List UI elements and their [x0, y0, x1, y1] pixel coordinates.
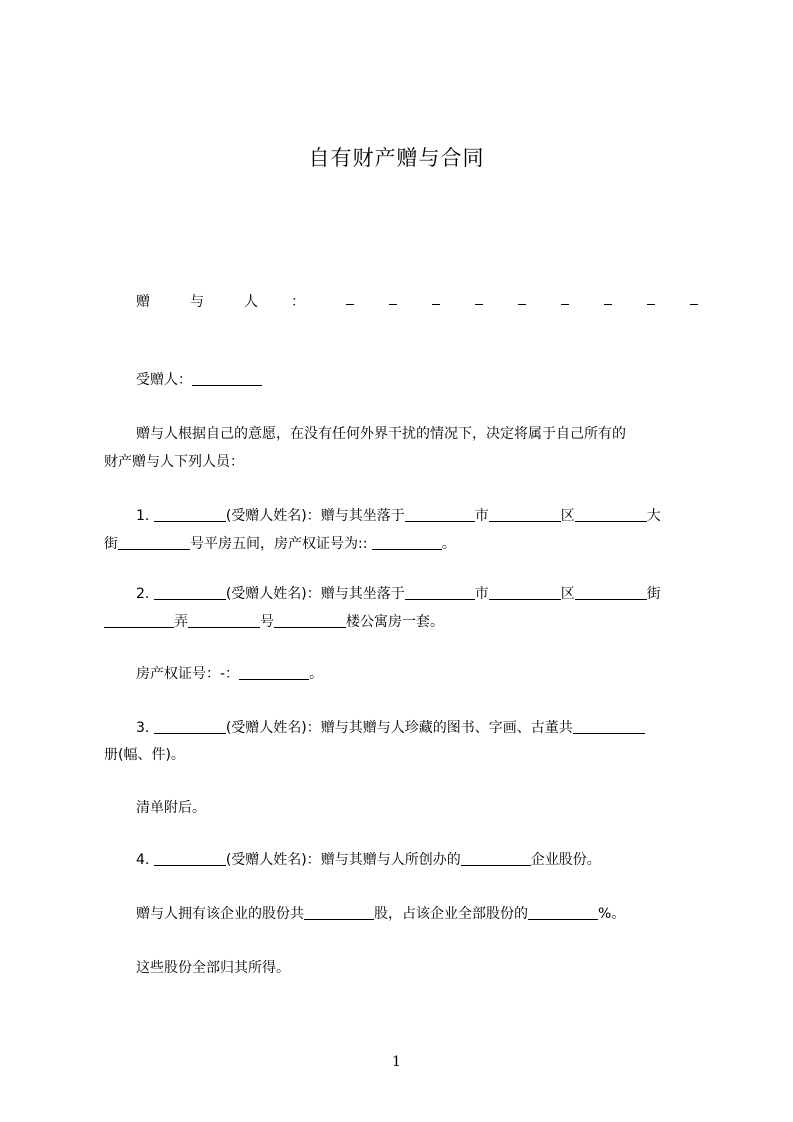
item-4-text: (受赠人姓名)：赠与其赠与人所创办的: [225, 852, 461, 868]
item-1-rest: 号平房五间，房产权证号为::: [190, 536, 368, 552]
item-1-city-blank: [405, 508, 475, 522]
item-1-city: 市: [474, 508, 489, 524]
item-2-lane-blank: [104, 614, 174, 628]
item-4-number: 4.: [136, 852, 150, 868]
item-3-line-2: 册(幅、件)。: [104, 747, 185, 763]
item-1-big: 大: [646, 508, 661, 524]
donor-blank-dash: [518, 294, 526, 305]
donor-colon: ：: [291, 294, 305, 310]
item-2-city: 市: [474, 586, 489, 602]
cert-label: 房产权证号：-：: [136, 666, 240, 682]
shares-part-2: 股，占该企业全部股份的: [374, 906, 528, 922]
item-2-no: 号: [260, 614, 274, 630]
item-2-district-blank: [489, 586, 561, 600]
item-1-text: (受赠人姓名)：赠与其坐落于: [225, 508, 405, 524]
item-4-line: [104, 846, 734, 874]
shares-part-1: 赠与人拥有该企业的股份共: [136, 906, 304, 922]
list-note: 清单附后。: [136, 800, 206, 816]
item-4-name-blank: [154, 852, 226, 866]
item-1-number-blank: [118, 536, 190, 550]
item-1-district-blank: [489, 508, 561, 522]
item-2-line-2: [104, 608, 702, 636]
donor-char-3: 人: [244, 294, 258, 310]
donor-char-2: 与: [190, 294, 204, 310]
item-2-district: 区: [560, 586, 575, 602]
item-3-count-blank: [573, 720, 645, 734]
item-3-name-blank: [154, 720, 226, 734]
item-2-lane: 弄: [174, 614, 188, 630]
intro-line-1: 赠与人根据自己的意愿，在没有任何外界干扰的情况下，决定将属于自己所有的: [136, 426, 626, 442]
cert-line: [104, 660, 734, 688]
shares-count-blank: [304, 906, 374, 920]
shares-part-3: %。: [598, 906, 626, 922]
donor-blank-dash: [690, 294, 698, 305]
item-1-cert-blank: [372, 536, 442, 550]
item-1-street: 街: [104, 536, 118, 552]
item-3-line-1: [104, 714, 734, 742]
donor-blank-dash: [475, 294, 483, 305]
item-2-no-blank: [188, 614, 260, 628]
item-3-number: 3.: [136, 720, 150, 736]
shares-percent-blank: [528, 906, 598, 920]
recipient-blank: [192, 372, 262, 386]
item-2-text: (受赠人姓名)：赠与其坐落于: [225, 586, 405, 602]
donor-blank-dash: [389, 294, 397, 305]
donor-blank-dash: [561, 294, 569, 305]
item-2-building-blank: [274, 614, 346, 628]
item-4-rest: 企业股份。: [530, 852, 601, 868]
item-2-rest: 楼公寓房一套。: [346, 614, 444, 630]
donor-char-1: 赠: [136, 294, 150, 310]
donor-blank-dash: [346, 294, 354, 305]
recipient-label: 受赠人：: [136, 372, 192, 388]
donor-blank-dash: [604, 294, 612, 305]
item-1-district: 区: [560, 508, 575, 524]
item-2-city-blank: [405, 586, 475, 600]
item-2-number: 2.: [136, 586, 150, 602]
item-1-road-blank: [575, 508, 647, 522]
recipient-line: [104, 366, 734, 394]
donor-blank-dash: [432, 294, 440, 305]
item-2-road-blank: [575, 586, 647, 600]
intro-line-2: 财产赠与人下列人员：: [104, 454, 244, 470]
page-number: 1: [392, 1054, 401, 1070]
item-2-name-blank: [154, 586, 226, 600]
item-1-number: 1.: [136, 508, 150, 524]
item-1-line-1: [104, 502, 734, 530]
donor-line: [136, 288, 702, 316]
item-2-street: 街: [646, 586, 661, 602]
item-1-end: 。: [441, 536, 456, 552]
item-1-name-blank: [154, 508, 226, 522]
item-1-line-2: [104, 530, 702, 558]
document-title: 自有财产赠与合同: [308, 146, 485, 170]
item-2-line-1: [104, 580, 734, 608]
item-3-text: (受赠人姓名)：赠与其赠与人珍藏的图书、字画、古董共: [225, 720, 573, 736]
donor-blank-dash: [647, 294, 655, 305]
item-4-enterprise-blank: [461, 852, 531, 866]
cert-blank: [239, 666, 309, 680]
cert-end: 。: [309, 666, 324, 682]
closing-line: 这些股份全部归其所得。: [136, 960, 290, 976]
shares-line: [104, 900, 734, 928]
